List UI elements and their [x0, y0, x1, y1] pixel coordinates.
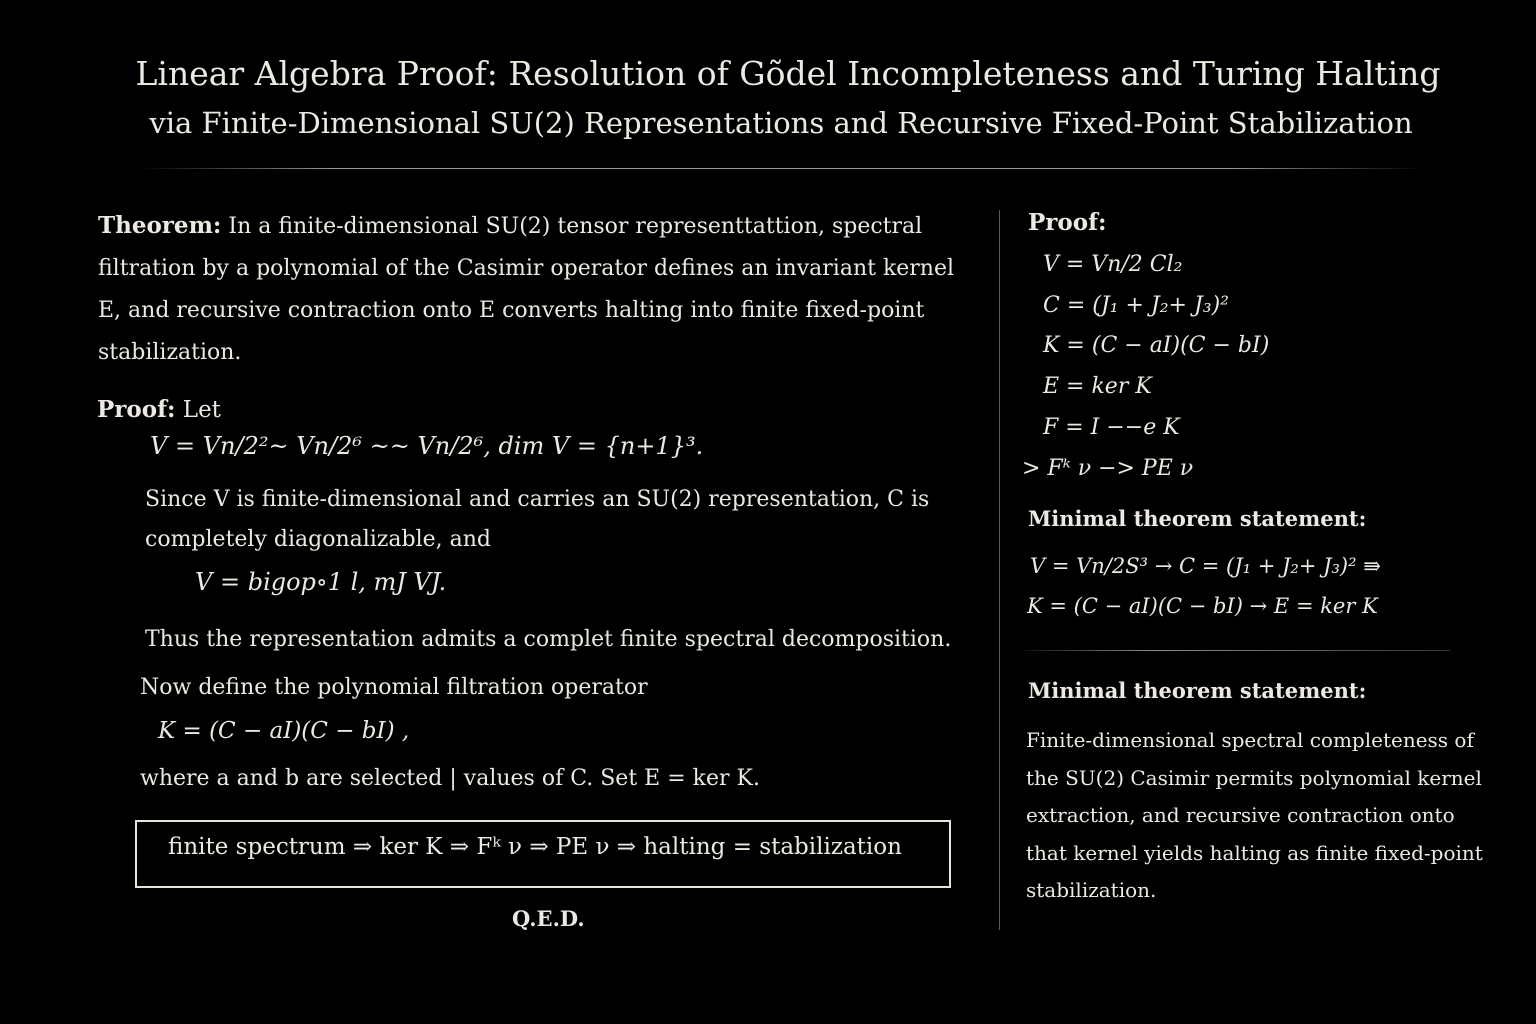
proof-label-right: Proof: — [1028, 209, 1107, 236]
proof-label-left — [97, 396, 221, 423]
equation-v: V = Vn/2²~ Vn/2⁶ ~~ Vn/2⁶, dim V = {n+1}³. — [150, 432, 704, 460]
theorem-label: Theorem: — [98, 212, 222, 239]
right-eq-f: F = I −−e K — [1043, 415, 1180, 440]
minimal-label-2: Minimal theorem statement: — [1028, 678, 1367, 703]
chain-line-2: K = (C − aI)(C − bI) → E = ker K — [1027, 594, 1378, 618]
proof-label: Proof: — [97, 396, 176, 423]
right-eq-v: V = Vn/2 Cl₂ — [1043, 252, 1183, 277]
equation-decomposition: V = bigop∘1 l, mJ VJ. — [195, 568, 447, 596]
right-eq-e: E = ker K — [1043, 374, 1152, 399]
column-divider — [999, 210, 1000, 930]
boxed-chain: finite spectrum ⇒ ker K ⇒ Fᵏ ν ⇒ PE ν ⇒ halting = stabilization — [168, 834, 902, 860]
page-title: Linear Algebra Proof: Resolution of Gõdel Incompleteness and Turing Halting — [135, 54, 1441, 93]
right-divider — [1025, 650, 1450, 651]
where-paragraph: where a and b are selected | values of C. Set E = ker K. — [140, 766, 760, 791]
right-eq-c: C = (J₁ + J₂+ J₃)² — [1043, 293, 1230, 318]
equation-k: K = (C − aI)(C − bI) , — [158, 718, 410, 744]
since-paragraph: Since V is finite-dimensional and carries an SU(2) representation, C is completely diagonalizable, and — [145, 487, 930, 552]
proof-let: Let — [182, 397, 221, 423]
thus-paragraph: Thus the representation admits a complet finite spectral decomposition. — [145, 627, 952, 652]
qed: Q.E.D. — [512, 906, 585, 931]
right-eq-k: K = (C − aI)(C − bI) — [1043, 333, 1270, 358]
theorem-text: In a finite-dimensional SU(2) tensor representtattion, spectral filtration by a polynomial of the Casimir operator defines an invariant kernel E, and recursive contraction onto E converts halting into finite fixed-point stabilization. — [98, 214, 955, 365]
page-subtitle: via Finite-Dimensional SU(2) Representations and Recursive Fixed-Point Stabilization — [149, 106, 1413, 140]
minimal-label-1: Minimal theorem statement: — [1028, 506, 1367, 531]
header-divider — [140, 168, 1425, 169]
right-eq-limit: > Fᵏ ν −> PE ν — [1022, 456, 1194, 481]
chain-line-1: V = Vn/2S³ → C = (J₁ + J₂+ J₃)² ⇛ — [1030, 554, 1381, 578]
now-paragraph: Now define the polynomial filtration operator — [140, 675, 648, 700]
minimal-statement: Finite-dimensional spectral completeness of the SU(2) Casimir permits polynomial kernel extraction, and recursive contraction onto that kernel yields halting as finite fixed-point stabilization. — [1026, 728, 1483, 902]
theorem-block — [98, 205, 978, 374]
